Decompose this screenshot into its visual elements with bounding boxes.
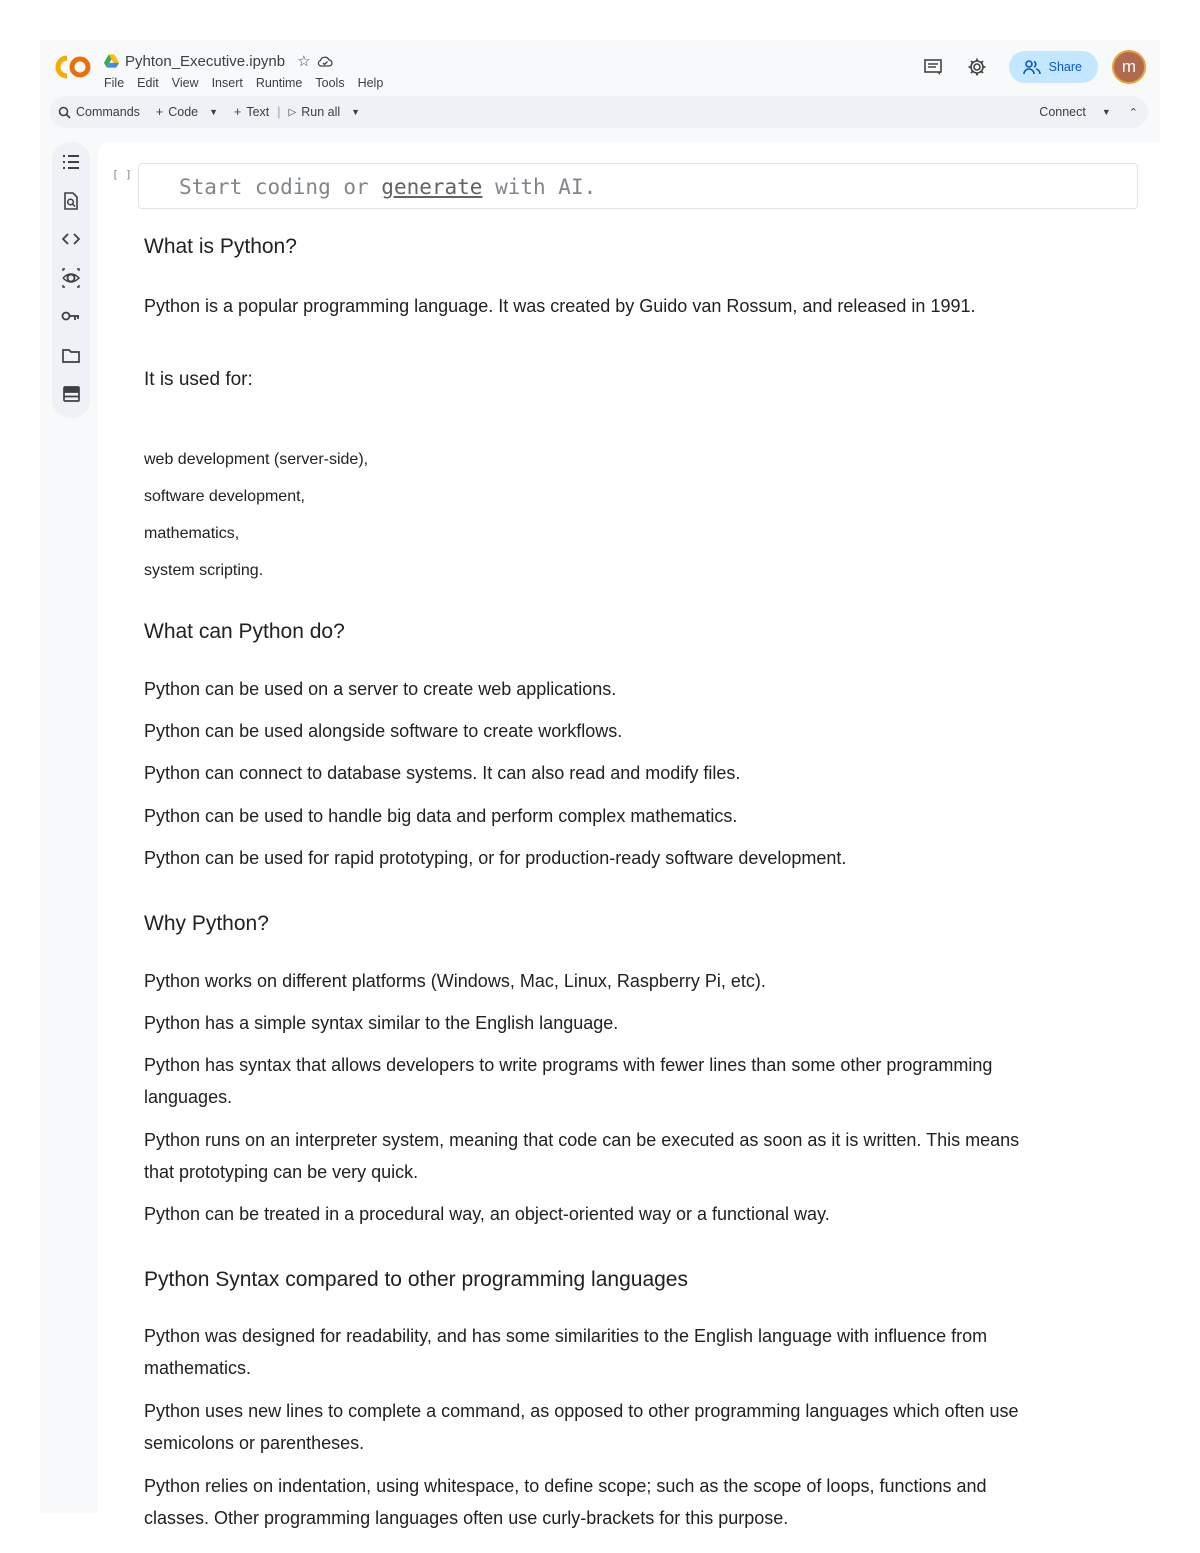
paragraph-item: Python can be used on a server to create web applications.	[144, 679, 617, 699]
run-all-label: Run all	[301, 105, 341, 119]
placeholder-text-end: with AI.	[482, 175, 597, 199]
comments-icon	[923, 57, 943, 77]
play-icon: ▷	[288, 106, 297, 118]
terminal-table-icon[interactable]	[61, 384, 81, 404]
plus-icon: +	[234, 105, 242, 119]
connect-button[interactable]: Connect	[1039, 105, 1086, 119]
paragraph-item: Python can connect to database systems. It can also read and modify files.	[144, 763, 741, 783]
code-cell-placeholder[interactable]	[179, 175, 596, 199]
paragraph-used-for: It is used for:	[144, 369, 253, 390]
chevron-up-icon[interactable]: ⌃	[1128, 106, 1138, 119]
avatar[interactable]	[1112, 50, 1146, 84]
find-replace-icon[interactable]	[61, 191, 81, 211]
table-of-contents-icon[interactable]	[61, 152, 81, 172]
document-title-row	[104, 50, 333, 72]
cell-execution-prompt: [ ]	[112, 168, 132, 181]
paragraph-item: Python runs on an interpreter system, meaning that code can be executed as soon as it is written. This means that prototyping can be very quick.	[144, 1130, 1020, 1182]
menu-runtime[interactable]: Runtime	[255, 76, 303, 90]
heading-what-can-python-do: What can Python do?	[144, 620, 345, 643]
comments-button[interactable]	[911, 50, 955, 84]
code-label: Code	[168, 105, 199, 119]
left-sidebar	[52, 142, 90, 418]
heading-what-is-python: What is Python?	[144, 235, 297, 258]
avatar-letter: m	[1121, 57, 1137, 76]
files-folder-icon[interactable]	[61, 345, 81, 365]
paragraph-item: Python works on different platforms (Windows, Mac, Linux, Raspberry Pi, etc).	[144, 971, 766, 991]
connect-group	[1039, 105, 1148, 119]
plus-icon: +	[155, 105, 164, 119]
paragraph-item: Python can be used to handle big data and perform complex mathematics.	[144, 806, 738, 826]
people-icon	[1023, 59, 1041, 75]
share-button[interactable]	[1009, 51, 1098, 83]
commands-label: Commands	[76, 105, 140, 119]
notebook-content	[98, 142, 1160, 1528]
variables-icon[interactable]	[61, 268, 81, 288]
notebook-toolbar	[50, 96, 1148, 128]
paragraph-intro: Python is a popular programming language. It was created by Guido van Rossum, and released in 1991.	[144, 296, 976, 316]
paragraph-item: Python can be used alongside software to create workflows.	[144, 721, 623, 741]
colab-logo-icon[interactable]	[54, 54, 92, 80]
heading-python-syntax: Python Syntax compared to other programming languages	[144, 1268, 688, 1291]
add-code-button[interactable]	[148, 105, 226, 119]
menu-help[interactable]: Help	[357, 76, 384, 90]
star-icon[interactable]: ☆	[297, 53, 311, 70]
paragraph-item: Python relies on indentation, using whitespace, to define scope; such as the scope of loops, functions and classes. Other programming languages often use curly-brackets for this purpose.	[144, 1476, 987, 1528]
chevron-down-icon[interactable]: ▼	[209, 107, 219, 117]
colab-window	[40, 40, 1160, 1528]
list-item: web development (server-side),	[144, 451, 369, 468]
header-actions	[911, 50, 1146, 84]
toolbar-divider: |	[277, 105, 281, 119]
generate-link[interactable]: generate	[381, 175, 483, 199]
add-text-button[interactable]	[226, 105, 277, 119]
paragraph-item: Python has syntax that allows developers to write programs with fewer lines than some other programming languages.	[144, 1055, 993, 1107]
menu-tools[interactable]: Tools	[315, 76, 345, 90]
menu-insert[interactable]: Insert	[211, 76, 243, 90]
code-cell[interactable]	[138, 163, 1138, 209]
list-item: system scripting.	[144, 562, 264, 579]
menu-view[interactable]: View	[171, 76, 199, 90]
text-label: Text	[246, 105, 270, 119]
list-item: mathematics,	[144, 525, 240, 542]
menu-edit[interactable]: Edit	[137, 76, 159, 90]
notebook-file-name[interactable]: Pyhton_Executive.ipynb	[125, 52, 286, 70]
chevron-down-icon[interactable]: ▼	[351, 107, 361, 117]
paragraph-item: Python uses new lines to complete a command, as opposed to other programming languages which often use semicolons or parentheses.	[144, 1401, 1019, 1453]
chevron-down-icon[interactable]: ▼	[1101, 107, 1111, 117]
secrets-key-icon[interactable]	[61, 306, 81, 326]
heading-why-python: Why Python?	[144, 912, 269, 935]
paragraph-item: Python has a simple syntax similar to the English language.	[144, 1013, 619, 1033]
run-all-button[interactable]	[281, 105, 369, 119]
paragraph-item: Python can be used for rapid prototyping, or for production-ready software development.	[144, 848, 847, 868]
cloud-saved-icon	[317, 54, 333, 68]
gear-icon	[967, 57, 987, 77]
menu-file[interactable]: File	[104, 76, 125, 90]
paragraph-item: Python can be treated in a procedural way, an object-oriented way or a functional way.	[144, 1204, 830, 1224]
share-label: Share	[1048, 60, 1082, 74]
code-snippets-icon[interactable]	[61, 229, 81, 249]
placeholder-text: Start coding or	[179, 175, 382, 199]
commands-button[interactable]	[50, 105, 148, 119]
list-item: software development,	[144, 488, 305, 505]
menu-bar	[104, 76, 383, 90]
search-icon	[58, 106, 71, 119]
google-drive-icon	[104, 54, 119, 68]
paragraph-item: Python was designed for readability, and has some similarities to the English language with influence from mathematics.	[144, 1326, 988, 1378]
settings-button[interactable]	[955, 50, 999, 84]
